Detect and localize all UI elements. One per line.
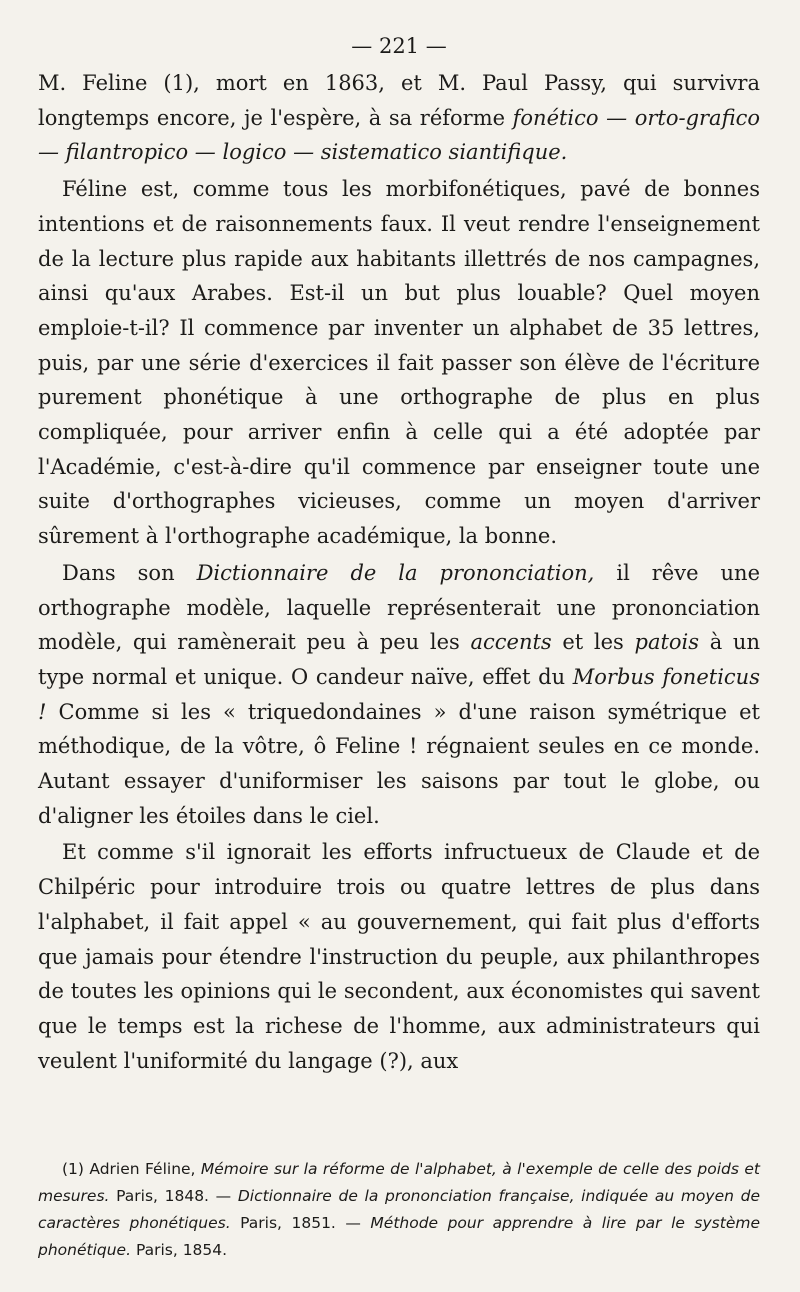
footnote-text-segment: Paris, 1851. —	[230, 1214, 371, 1232]
paragraph-text-segment: à un type normal et unique. O candeur naïve, effet du	[38, 630, 760, 689]
paragraph-text-segment: patois	[634, 630, 700, 655]
paragraph-text-segment: accents	[470, 630, 552, 655]
footnote-text-segment: (1) Adrien Féline,	[62, 1160, 201, 1178]
paragraph-text-segment: Féline est, comme tous les morbifonétiques, pavé de bonnes intentions et de raisonnements faux. Il veut rendre l'enseignement de la lecture plus rapide aux habitants illettrés de nos campagnes, ainsi qu'aux Arabes. Est-il un but plus louable? Quel moyen emploie-t-il? Il commence par inventer un alphabet de 35 lettres, puis, par une série d'exercices il fait passer son élève de l'écriture purement phonétique à une orthographe de plus en plus compliquée, pour arriver enfin à celle qui a été adoptée par l'Académie, c'est-à-dire qu'il commence par enseigner toute une suite d'orthographes vicieuses, comme un moyen d'arriver sûrement à l'orthographe académique, la bonne.	[38, 177, 760, 549]
paragraph-text-segment: Comme si les « triquedondaines » d'une raison symétrique et méthodique, de la vôtre, ô Feline ! régnaient seules en ce monde. Autant essayer d'uniformiser les saisons par tout le globe, ou d'aligner les étoiles dans le ciel.	[38, 699, 760, 828]
footnotes	[38, 1156, 760, 1264]
paragraph-text-segment: Et comme s'il ignorait les efforts infructueux de Claude et de Chilpéric pour introduire trois ou quatre lettres de plus dans l'alphabet, il fait appel « au gouvernement, qui fait plus d'efforts que jamais pour étendre l'instruction du peuple, aux philanthropes de toutes les opinions qui le secondent, aux économistes qui savent que le temps est la richese de l'homme, aux administrateurs qui veulent l'uniformité du langage (?), aux	[38, 840, 760, 1073]
footnote-text-segment: Mémoire sur la réforme de l'alphabet, à l'exemple de celle des poids et mesures.	[38, 1160, 760, 1205]
paragraph-4	[38, 835, 760, 1078]
paragraph-text-segment: Morbus foneticus !	[38, 664, 760, 724]
footnote-1	[38, 1156, 760, 1264]
paragraph-text-segment: M. Feline (1), mort en 1863, et M. Paul Passy, qui survivra longtemps encore, je l'espère, à sa réforme	[38, 71, 760, 130]
paragraph-text-segment: et les	[551, 630, 635, 655]
paragraph-3	[38, 556, 760, 834]
paragraph-2	[38, 172, 760, 554]
paragraph-text-segment: Dans son	[62, 560, 197, 585]
page-number: — 221 —	[351, 34, 447, 58]
footnote-text-segment: Paris, 1848. —	[109, 1187, 238, 1205]
footnote-text-segment: Méthode pour apprendre à lire par le système phonétique.	[38, 1214, 761, 1259]
footnote-text-segment: Dictionnaire de la prononciation française, indiquée au moyen de caractères phonétiques.	[38, 1187, 760, 1232]
paragraph-1	[38, 66, 760, 170]
paragraph-text-segment: il rêve une orthographe modèle, laquelle représenterait une prononciation modèle, qui ramènerait peu à peu les	[38, 560, 760, 655]
paragraph-text-segment: Dictionnaire de la prononciation,	[196, 560, 595, 585]
paragraph-text-segment: fonético — orto-grafico — filantropico — logico — sistematico siantifique.	[38, 105, 760, 165]
footnote-text-segment: Paris, 1854.	[131, 1241, 228, 1259]
body-text	[38, 66, 760, 1078]
